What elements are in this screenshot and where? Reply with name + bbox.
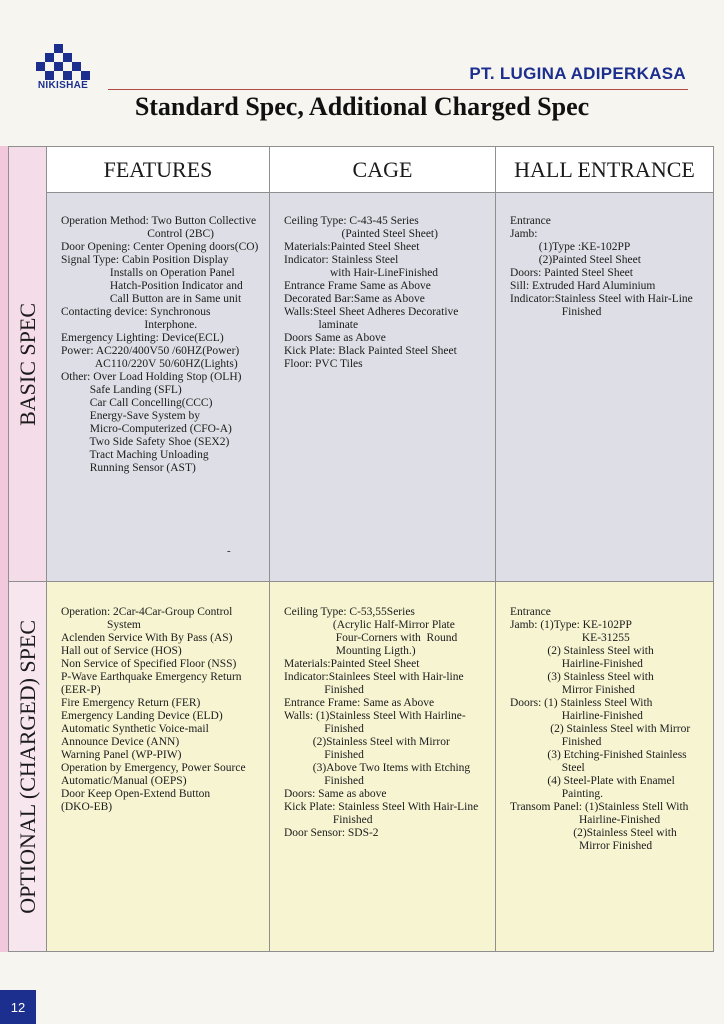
spec-line: AC110/220V 50/60HZ(Lights) bbox=[61, 358, 238, 370]
basic-cage-cell bbox=[269, 193, 495, 581]
spec-line: laminate bbox=[284, 319, 359, 331]
spec-line: Sill: Extruded Hard Aluminium bbox=[510, 280, 656, 292]
spec-line: Indicator:Stainless Steel with Hair-Line bbox=[510, 293, 693, 305]
spec-line: Jamb: (1)Type: KE-102PP bbox=[510, 619, 632, 631]
spec-line: Steel bbox=[510, 762, 585, 774]
logo-checker-icon bbox=[36, 44, 90, 80]
spec-line: Finished bbox=[284, 684, 364, 696]
spec-line: (2) Stainless Steel with Mirror bbox=[510, 723, 691, 735]
spec-line: Installs on Operation Panel bbox=[61, 267, 235, 279]
spec-line: Mounting Ligth.) bbox=[284, 645, 416, 657]
spec-line: Doors: Same as above bbox=[284, 788, 387, 800]
spec-line: Doors: (1) Stainless Steel With bbox=[510, 697, 653, 709]
spec-line: Warning Panel (WP-PIW) bbox=[61, 749, 182, 761]
spec-table bbox=[8, 146, 714, 952]
spec-line: Four-Corners with Round bbox=[284, 632, 458, 644]
spec-line: Painting. bbox=[510, 788, 603, 800]
spec-line: (2)Painted Steel Sheet bbox=[510, 254, 641, 266]
spec-line: (2)Stainless Steel with bbox=[510, 827, 677, 839]
spec-line: Fire Emergency Return (FER) bbox=[61, 697, 201, 709]
spec-line: Kick Plate: Stainless Steel With Hair-Line bbox=[284, 801, 479, 813]
row-label-basic-spec bbox=[9, 147, 47, 581]
spec-line: Entrance bbox=[510, 215, 551, 227]
spec-line: (3) Stainless Steel with bbox=[510, 671, 654, 683]
spec-line: Jamb: bbox=[510, 228, 538, 240]
spec-line: Walls:Steel Sheet Adheres Decorative bbox=[284, 306, 459, 318]
spec-line: Emergency Landing Device (ELD) bbox=[61, 710, 223, 722]
spec-line: Signal Type: Cabin Position Display bbox=[61, 254, 229, 266]
spec-line: Hatch-Position Indicator and bbox=[61, 280, 243, 292]
spec-line: Contacting device: Synchronous bbox=[61, 306, 211, 318]
spec-line: Other: Over Load Holding Stop (OLH) bbox=[61, 371, 242, 383]
spec-line: Two Side Safety Shoe (SEX2) bbox=[61, 436, 230, 448]
spec-line: Power: AC220/400V50 /60HZ(Power) bbox=[61, 345, 240, 357]
spec-line: Floor: PVC Tiles bbox=[284, 358, 363, 370]
page-title: Standard Spec, Additional Charged Spec bbox=[134, 92, 590, 121]
spec-line: Safe Landing (SFL) bbox=[61, 384, 182, 396]
spec-line: (3)Above Two Items with Etching bbox=[284, 762, 471, 774]
spec-line: (DKO-EB) bbox=[61, 801, 113, 813]
column-header-cage: CAGE bbox=[269, 147, 495, 193]
spec-line: Transom Panel: (1)Stainless Stell With bbox=[510, 801, 689, 813]
spec-line: Automatic Synthetic Voice-mail bbox=[61, 723, 209, 735]
spec-line: Call Button are in Same unit bbox=[61, 293, 242, 305]
spec-line: Finished bbox=[510, 736, 602, 748]
spec-line: Entrance bbox=[510, 606, 551, 618]
column-header-features: FEATURES bbox=[47, 147, 269, 193]
spec-line: Finished bbox=[284, 723, 364, 735]
spec-line: Mirror Finished bbox=[510, 684, 635, 696]
left-accent-band bbox=[0, 146, 8, 952]
spec-line: Entrance Frame Same as Above bbox=[284, 280, 431, 292]
spec-line: System bbox=[61, 619, 141, 631]
spec-line: Walls: (1)Stainless Steel With Hairline- bbox=[284, 710, 466, 722]
row-label-optional-spec bbox=[9, 581, 47, 951]
spec-line: Energy-Save System by bbox=[61, 410, 201, 422]
spec-line: (2) Stainless Steel with bbox=[510, 645, 654, 657]
spec-line: Door Sensor: SDS-2 bbox=[284, 827, 379, 839]
spec-line: with Hair-LineFinished bbox=[284, 267, 439, 279]
spec-line: Running Sensor (AST) bbox=[61, 462, 196, 474]
spec-line: Hairline-Finished bbox=[510, 814, 661, 826]
row-label-basic-text: BASIC SPEC bbox=[14, 302, 40, 426]
spec-line: Decorated Bar:Same as Above bbox=[284, 293, 425, 305]
spec-line: Materials:Painted Steel Sheet bbox=[284, 241, 420, 253]
spec-line: Indicator: Stainless Steel bbox=[284, 254, 399, 266]
spec-line: Hairline-Finished bbox=[510, 710, 643, 722]
spec-line: (3) Etching-Finished Stainless bbox=[510, 749, 687, 761]
spec-line: Finished bbox=[284, 749, 364, 761]
spec-line: Interphone. bbox=[61, 319, 198, 331]
spec-line: (EER-P) bbox=[61, 684, 101, 696]
spec-line: Aclenden Service With By Pass (AS) bbox=[61, 632, 233, 644]
optional-cage-cell bbox=[269, 581, 495, 951]
spec-line: (Painted Steel Sheet) bbox=[284, 228, 438, 240]
spec-line: Ceiling Type: C-53,55Series bbox=[284, 606, 415, 618]
spec-line: (2)Stainless Steel with Mirror bbox=[284, 736, 450, 748]
spec-line: P-Wave Earthquake Emergency Return bbox=[61, 671, 242, 683]
spec-line: Indicator:Stainlees Steel with Hair-line bbox=[284, 671, 464, 683]
spec-line: Micro-Computerized (CFO-A) bbox=[61, 423, 232, 435]
spec-line: Mirror Finished bbox=[510, 840, 653, 852]
spec-line: Doors: Painted Steel Sheet bbox=[510, 267, 633, 279]
spec-line: KE-31255 bbox=[510, 632, 630, 644]
spec-line: Operation Method: Two Button Collective bbox=[61, 215, 257, 227]
spec-line: Emergency Lighting: Device(ECL) bbox=[61, 332, 224, 344]
spec-line: (4) Steel-Plate with Enamel bbox=[510, 775, 675, 787]
spec-line: (1)Type :KE-102PP bbox=[510, 241, 631, 253]
spec-line: Hairline-Finished bbox=[510, 658, 643, 670]
spec-line: Materials:Painted Steel Sheet bbox=[284, 658, 420, 670]
spec-line: Finished bbox=[284, 814, 373, 826]
basic-hall-entrance-cell bbox=[495, 193, 713, 581]
spec-line: Hall out of Service (HOS) bbox=[61, 645, 182, 657]
spec-line: Entrance Frame: Same as Above bbox=[284, 697, 435, 709]
spec-line: Ceiling Type: C-43-45 Series bbox=[284, 215, 419, 227]
spec-line: Control (2BC) bbox=[61, 228, 215, 240]
basic-features-cell bbox=[47, 193, 269, 581]
spec-line: Door Keep Open-Extend Button bbox=[61, 788, 211, 800]
company-name: PT. LUGINA ADIPERKASA bbox=[469, 64, 686, 83]
spec-line: Kick Plate: Black Painted Steel Sheet bbox=[284, 345, 457, 357]
header-divider bbox=[108, 89, 688, 90]
spec-line: Tract Maching Unloading bbox=[61, 449, 209, 461]
page-number: 12 bbox=[0, 990, 36, 1024]
nikishae-logo bbox=[30, 44, 102, 94]
optional-features-cell bbox=[47, 581, 269, 951]
spec-line: Operation: 2Car-4Car-Group Control bbox=[61, 606, 233, 618]
spec-line: Finished bbox=[284, 775, 364, 787]
spec-line: Automatic/Manual (OEPS) bbox=[61, 775, 187, 787]
spec-line: Operation by Emergency, Power Source bbox=[61, 762, 246, 774]
spec-line: Non Service of Specified Floor (NSS) bbox=[61, 658, 237, 670]
spec-line: Finished bbox=[510, 306, 602, 318]
spec-line: Doors Same as Above bbox=[284, 332, 386, 344]
optional-hall-entrance-cell bbox=[495, 581, 713, 951]
spec-line: Car Call Concelling(CCC) bbox=[61, 397, 213, 409]
column-header-hall-entrance: HALL ENTRANCE bbox=[495, 147, 713, 193]
spec-line: Door Opening: Center Opening doors(CO) bbox=[61, 241, 259, 253]
spec-line: (Acrylic Half-Mirror Plate bbox=[284, 619, 455, 631]
spec-line: Announce Device (ANN) bbox=[61, 736, 180, 748]
stray-mark: - bbox=[227, 545, 231, 557]
logo-text: NIKISHAE bbox=[37, 80, 89, 91]
row-label-optional-text: OPTIONAL (CHARGED) SPEC bbox=[14, 619, 40, 914]
